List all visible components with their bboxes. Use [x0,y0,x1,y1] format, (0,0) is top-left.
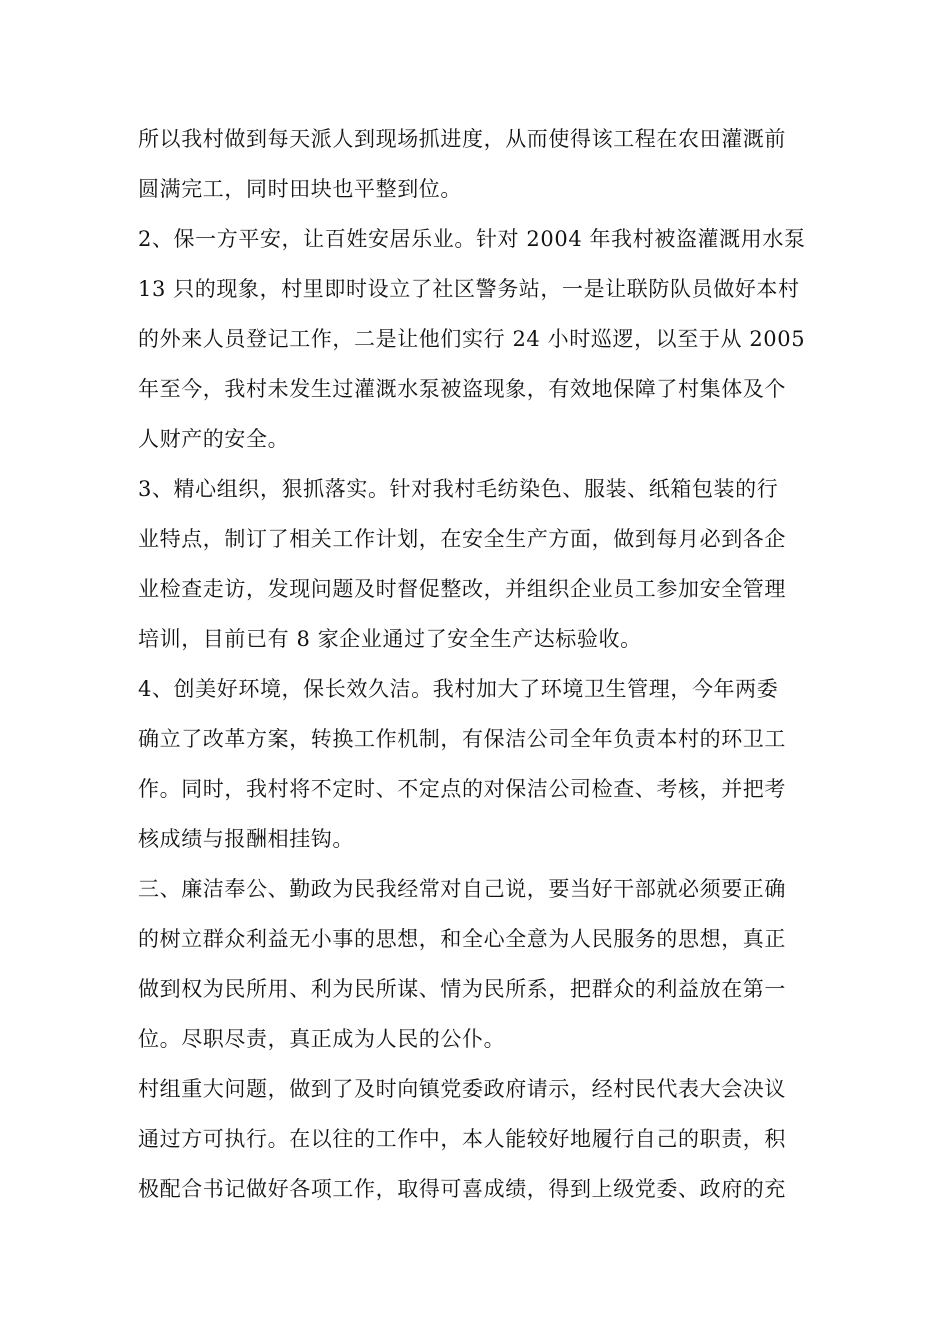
text-line: 确立了改革方案，转换工作机制，有保洁公司全年负责本村的环卫工 [138,727,786,751]
text-line: 做到权为民所用、利为民所谋、情为民所系，把群众的利益放在第一 [138,977,786,1001]
text-line: 极配合书记做好各项工作，取得可喜成绩，得到上级党委、政府的充 [138,1177,786,1201]
document-body [138,118,818,1218]
text-line: 通过方可执行。在以往的工作中，本人能较好地履行自己的职责，积 [138,1127,786,1151]
text-line: 三、廉洁奉公、勤政为民我经常对自己说，要当好干部就必须要正确 [138,877,786,901]
text-line: 圆满完工，同时田块也平整到位。 [138,177,462,201]
text-line: 13 只的现象，村里即时设立了社区警务站，一是让联防队员做好本村 [138,277,800,301]
text-line: 的树立群众利益无小事的思想，和全心全意为人民服务的思想，真正 [138,927,786,951]
text-line: 村组重大问题，做到了及时向镇党委政府请示，经村民代表大会决议 [138,1077,786,1101]
text-line: 核成绩与报酬相挂钩。 [138,827,354,851]
text-line: 年至今，我村未发生过灌溉水泵被盗现象，有效地保障了村集体及个 [138,377,786,401]
text-line: 3、精心组织，狠抓落实。针对我村毛纺染色、服装、纸箱包装的行 [138,477,779,501]
text-line: 业检查走访，发现问题及时督促整改，并组织企业员工参加安全管理 [138,577,786,601]
text-line: 人财产的安全。 [138,427,290,451]
text-line: 作。同时，我村将不定时、不定点的对保洁公司检查、考核，并把考 [138,777,786,801]
text-line: 的外来人员登记工作，二是让他们实行 24 小时巡逻，以至于从 2005 [138,327,806,351]
text-line: 位。尽职尽责，真正成为人民的公仆。 [138,1027,506,1051]
text-line: 2、保一方平安，让百姓安居乐业。针对 2004 年我村被盗灌溉用水泵 [138,227,806,251]
text-line: 业特点，制订了相关工作计划，在安全生产方面，做到每月必到各企 [138,527,786,551]
text-line: 培训，目前已有 8 家企业通过了安全生产达标验收。 [138,627,642,651]
text-line: 4、创美好环境，保长效久洁。我村加大了环境卫生管理，今年两委 [138,677,779,701]
text-line: 所以我村做到每天派人到现场抓进度，从而使得该工程在农田灌溉前 [138,127,786,151]
